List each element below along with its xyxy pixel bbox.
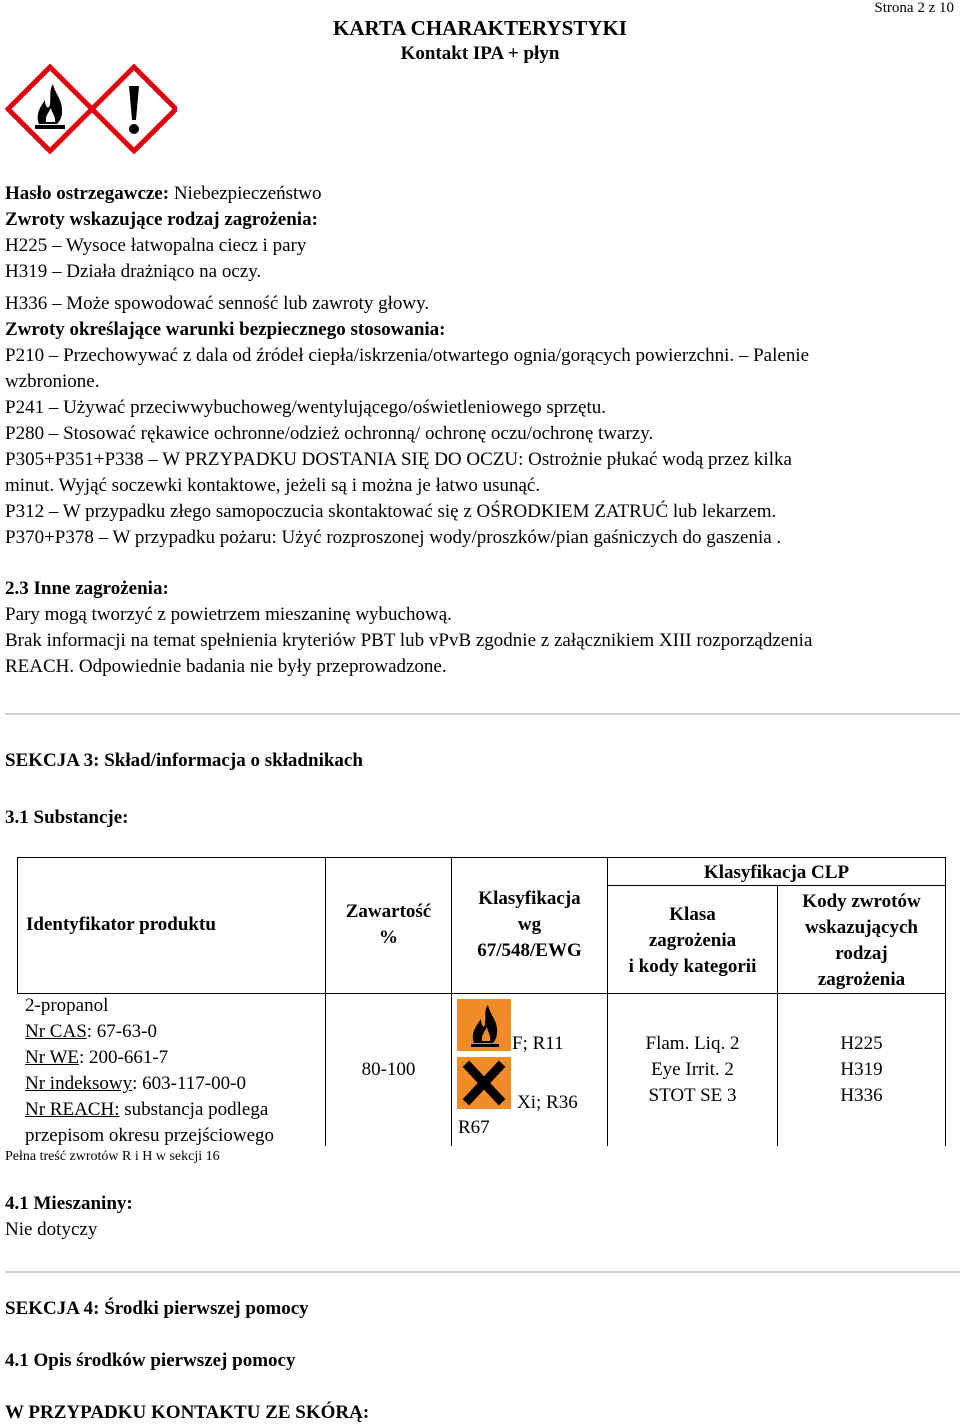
pbt-line-cont: REACH. Odpowiednie badania nie były przeprowadzone. — [5, 656, 447, 677]
first-aid-heading: 4.1 Opis środków pierwszej pomocy — [5, 1350, 296, 1371]
hazard-h319: H319 – Działa drażniąco na oczy. — [5, 261, 262, 282]
other-hazards-line: Pary mogą tworzyć z powietrzem mieszaninę wybuchową. — [5, 604, 452, 625]
section-divider — [5, 713, 960, 715]
page-number: Strona 2 z 10 — [874, 0, 954, 16]
pbt-line: Brak informacji na temat spełnienia kryteriów PBT lub vPvB zgodnie z załącznikiem XIII rozporządzenia — [5, 630, 813, 651]
hazard-h336: H336 – Może spowodować senność lub zawroty głowy. — [5, 293, 430, 314]
skin-contact-heading: W PRZYPADKU KONTAKTU ZE SKÓRĄ: — [5, 1402, 370, 1423]
dsd-f-r11: F; R11 — [512, 1033, 564, 1054]
mixtures-text: Nie dotyczy — [5, 1219, 98, 1240]
precaution-p210: P210 – Przechowywać z dala od źródeł ciepła/iskrzenia/otwartego ognia/gorących powierzchni. – Palenie — [5, 345, 810, 366]
precaution-p312: P312 – W przypadku złego samopoczucia skontaktować się z OŚRODKIEM ZATRUĆ lub lekarzem. — [5, 501, 777, 522]
section-divider-2 — [5, 1271, 960, 1273]
product-name: Kontakt IPA + płyn — [400, 43, 560, 64]
flame-pictogram-icon — [8, 67, 92, 151]
flammable-f-icon — [457, 999, 511, 1051]
table-footnote: Pełna treść zwrotów R i H w sekcji 16 — [5, 1149, 220, 1164]
substances-heading: 3.1 Substancje: — [5, 807, 129, 828]
precaution-heading: Zwroty określające warunki bezpiecznego stosowania: — [5, 319, 446, 340]
irritant-xi-icon — [457, 1057, 511, 1109]
section3-heading: SEKCJA 3: Skład/informacja o składnikach — [5, 750, 363, 771]
precaution-p370: P370+P378 – W przypadku pożaru: Użyć rozproszonej wody/proszków/pian gaśniczych do gaszenia . — [5, 527, 782, 548]
table-border-top — [17, 857, 946, 858]
col-dsd-header: Klasyfikacja wg 67/548/EWG — [477, 888, 582, 961]
precaution-p305-cont: minut. Wyjąć soczewki kontaktowe, jeżeli są i można je łatwo usunąć. — [5, 475, 541, 496]
clp-class-values: Flam. Liq. 2 Eye Irrit. 2 STOT SE 3 — [645, 1033, 740, 1106]
section4-heading: SEKCJA 4: Środki pierwszej pomocy — [5, 1298, 309, 1319]
col-clp-class-header: Klasa zagrożenia i kody kategorii — [628, 904, 757, 977]
dsd-r67: R67 — [458, 1117, 490, 1138]
dsd-xi-r36: Xi; R36 — [517, 1092, 578, 1113]
substance-content: 80-100 — [361, 1059, 416, 1080]
col-identifier-header: Identyfikator produktu — [26, 914, 216, 935]
mixtures-heading: 4.1 Mieszaniny: — [5, 1193, 133, 1214]
substance-identifier: 2-propanol Nr CAS: 67-63-0 Nr WE: 200-661-7 Nr indeksowy: 603-117-00-0 Nr REACH: substancja podlega przepisom okresu przejściowego — [25, 995, 275, 1146]
col-content-header: Zawartość % — [345, 901, 432, 948]
exclamation-pictogram-icon — [92, 67, 176, 151]
signal-word-line: Hasło ostrzegawcze: Niebezpieczeństwo — [5, 183, 322, 204]
clp-code-values: H225 H319 H336 — [840, 1033, 883, 1106]
precaution-p210-cont: wzbronione. — [5, 371, 100, 392]
other-hazards-heading: 2.3 Inne zagrożenia: — [5, 578, 169, 599]
document-title: KARTA CHARAKTERYSTYKI — [333, 16, 627, 40]
dsd-symbols — [457, 999, 511, 1111]
hazard-h225: H225 – Wysoce łatwopalna ciecz i pary — [5, 235, 307, 256]
col-clp-codes-header: Kody zwrotów wskazujących rodzaj zagrożenia — [802, 891, 921, 990]
hazard-heading: Zwroty wskazujące rodzaj zagrożenia: — [5, 209, 318, 230]
ghs-pictograms — [5, 64, 177, 156]
col-clp-header: Klasyfikacja CLP — [703, 862, 850, 883]
precaution-p280: P280 – Stosować rękawice ochronne/odzież ochronną/ ochronę oczu/ochronę twarzy. — [5, 423, 654, 444]
precaution-p241: P241 – Używać przeciwwybuchoweg/wentylującego/oświetleniowego sprzętu. — [5, 397, 606, 418]
table-border-right — [945, 857, 946, 1146]
precaution-p305: P305+P351+P338 – W PRZYPADKU DOSTANIA SIĘ DO OCZU: Ostrożnie płukać wodą przez kilka — [5, 449, 792, 470]
